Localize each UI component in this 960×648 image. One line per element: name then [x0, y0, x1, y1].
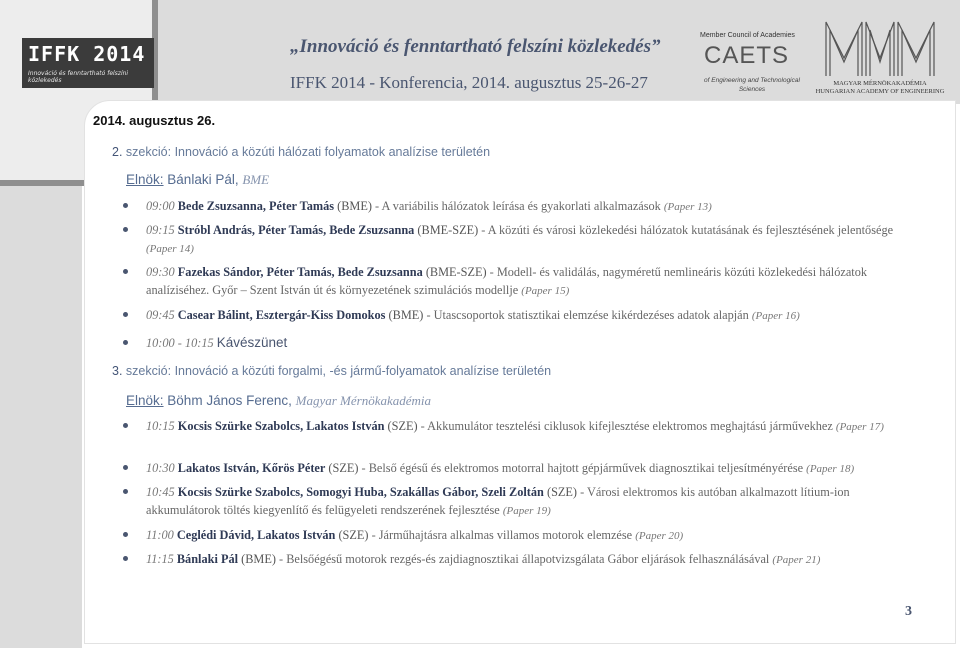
chair-affiliation: BME — [242, 172, 270, 187]
item-title: - Járműhajtásra alkalmas villamos motorok elemzése — [368, 528, 636, 542]
agenda-item — [126, 417, 916, 436]
caets-logo-bottom: of Engineering and Technological Sciences — [704, 77, 800, 93]
agenda-item — [126, 221, 916, 258]
caets-logo-top: Member Council of Academies — [700, 32, 795, 39]
item-time: 11:15 — [146, 552, 174, 566]
item-speakers: Bánlaki Pál — [176, 552, 239, 566]
chair-role: Elnök: — [126, 172, 164, 187]
chair-name: Bánlaki Pál, — [167, 172, 239, 187]
item-time: 09:15 — [146, 223, 175, 237]
iffk-logo — [22, 38, 154, 88]
item-speakers: Kocsis Szürke Szabolcs, Lakatos István — [177, 419, 385, 433]
chair-affiliation: Magyar Mérnökakadémia — [295, 393, 432, 408]
session-number: 2. — [112, 145, 123, 159]
item-title: - A közúti és városi közlekedési hálózatok kutatásának és fejlesztésének jelentősége — [478, 223, 894, 237]
item-affiliation: (BME-SZE) — [417, 223, 479, 237]
agenda-item — [126, 459, 916, 478]
item-speakers: Kocsis Szürke Szabolcs, Somogyi Huba, Szakállas Gábor, Szeli Zoltán — [177, 485, 544, 499]
coffee-break-item — [126, 334, 916, 352]
page-number: 3 — [905, 604, 912, 619]
item-time: 09:45 — [146, 308, 175, 322]
item-title: - Modell- és validálás, nagyméretű nemlineáris közúti közlekedési hálózatok analíziséhez. Győr – Szent István út és környezetének szimulációs modellje — [146, 265, 868, 297]
item-paper: (Paper 15) — [521, 285, 570, 297]
mma-logo-line1: MAGYAR MÉRNÖKAKADÉMIA — [833, 80, 927, 87]
session-2-chair — [126, 172, 269, 188]
item-time: 10:15 — [146, 419, 175, 433]
mma-logo-line2: HUNGARIAN ACADEMY OF ENGINEERING — [815, 88, 945, 95]
item-paper: (Paper 17) — [835, 421, 884, 433]
item-affiliation: (SZE) — [546, 485, 578, 499]
item-paper: (Paper 20) — [635, 530, 684, 542]
bullet-icon — [123, 532, 128, 537]
item-speakers: Lakatos István, Kőrös Péter — [177, 461, 326, 475]
item-affiliation: (SZE) — [387, 419, 418, 433]
item-title: - Belső égésű és elektromos motorral hajtott gépjárművek diagnosztikai teljesítményérése — [358, 461, 807, 475]
agenda-item — [126, 306, 916, 325]
break-time: 10:00 - 10:15 — [146, 336, 214, 350]
item-time: 10:30 — [146, 461, 175, 475]
item-paper: (Paper 21) — [772, 554, 821, 566]
item-title: - A variábilis hálózatok leírása és gyakorlati alkalmazások — [371, 199, 664, 213]
item-affiliation: (BME) — [337, 199, 372, 213]
item-speakers: Stróbl András, Péter Tamás, Bede Zsuzsanna — [177, 223, 415, 237]
bullet-icon — [123, 556, 128, 561]
item-speakers: Bede Zsuzsanna, Péter Tamás — [177, 199, 335, 213]
iffk-logo-subtitle: Innováció és fenntartható felszíni közlekedés — [28, 70, 129, 84]
item-title: - Utascsoportok statisztikai elemzése kikérdezéses adatok alapján — [423, 308, 752, 322]
chair-name: Böhm János Ferenc, — [167, 393, 292, 408]
mma-logo — [802, 18, 958, 100]
caets-logo — [700, 32, 804, 96]
break-label: Kávészünet — [216, 335, 288, 350]
item-time: 10:45 — [146, 485, 175, 499]
item-paper: (Paper 13) — [663, 201, 712, 213]
item-title: - Belsőégésű motorok rezgés-és zajdiagnosztikai állapotvizsgálata Gábor eljárások felhasználásával — [275, 552, 773, 566]
bullet-icon — [123, 203, 128, 208]
item-title: - Városi elektromos kis autóban alkalmazott lítium-ion akkumulátorok töltés kiegyenlítő és felügyeleti rendszerének fejlesztése — [146, 485, 850, 517]
agenda-item — [126, 550, 916, 569]
item-time: 11:00 — [146, 528, 174, 542]
item-affiliation: (BME) — [388, 308, 424, 322]
agenda-item — [126, 197, 916, 216]
bullet-icon — [123, 227, 128, 232]
item-paper: (Paper 19) — [502, 505, 551, 517]
agenda-item — [126, 263, 916, 300]
item-affiliation: (SZE) — [338, 528, 369, 542]
bullet-icon — [123, 465, 128, 470]
item-speakers: Ceglédi Dávid, Lakatos István — [176, 528, 336, 542]
item-affiliation: (BME-SZE) — [425, 265, 487, 279]
bullet-icon — [123, 489, 128, 494]
agenda-item — [126, 526, 916, 545]
item-paper: (Paper 16) — [751, 310, 800, 322]
agenda-item — [126, 483, 916, 520]
item-speakers: Fazekas Sándor, Péter Tamás, Bede Zsuzsanna — [177, 265, 423, 279]
iffk-logo-text: IFFK 2014 — [28, 42, 146, 66]
session-3-heading — [112, 364, 551, 378]
item-time: 09:00 — [146, 199, 175, 213]
chair-role: Elnök: — [126, 393, 164, 408]
session-number: 3. — [112, 364, 123, 378]
item-affiliation: (SZE) — [328, 461, 359, 475]
bullet-icon — [123, 312, 128, 317]
bullet-icon — [123, 269, 128, 274]
item-title: - Akkumulátor tesztelési ciklusok kifejlesztése elektromos meghajtású járművekhez — [417, 419, 836, 433]
item-paper: (Paper 14) — [146, 243, 194, 255]
session-label: szekció: — [125, 145, 172, 159]
item-speakers: Casear Bálint, Esztergár-Kiss Domokos — [177, 308, 386, 322]
item-time: 09:30 — [146, 265, 175, 279]
session-title: Innováció a közúti forgalmi, -és jármű-folyamatok analízise területén — [174, 364, 552, 378]
conference-title: „Innováció és fenntartható felszíni közlekedés” — [290, 36, 661, 57]
caets-logo-name: CAETS — [704, 42, 790, 69]
session-title: Innováció a közúti hálózati folyamatok analízise területén — [174, 145, 491, 159]
session-label: szekció: — [125, 364, 172, 378]
conference-subtitle: IFFK 2014 - Konferencia, 2014. augusztus 25-26-27 — [290, 73, 648, 92]
session-2-heading — [112, 145, 490, 159]
item-affiliation: (BME) — [241, 552, 276, 566]
bullet-icon — [123, 340, 128, 345]
session-3-chair — [126, 393, 431, 409]
mma-logo-mark — [822, 18, 938, 78]
item-paper: (Paper 18) — [806, 463, 855, 475]
date-heading: 2014. augusztus 26. — [93, 113, 216, 128]
bullet-icon — [123, 423, 128, 428]
